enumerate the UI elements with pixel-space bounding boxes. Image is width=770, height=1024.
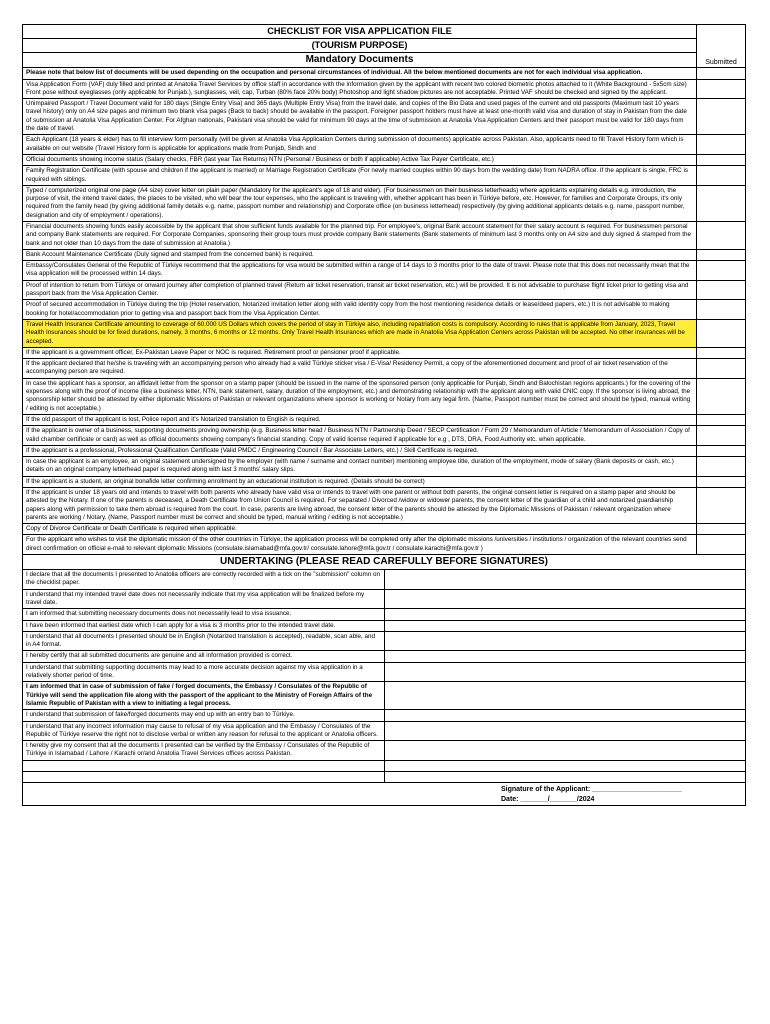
section-title: Mandatory Documents <box>23 53 697 68</box>
document-row <box>23 445 746 456</box>
document-row <box>23 99 746 135</box>
undertaking-row <box>23 682 746 710</box>
document-row <box>23 79 746 99</box>
submitted-checkbox-cell[interactable] <box>697 249 746 260</box>
undertaking-row <box>23 721 746 741</box>
undertaking-row <box>23 741 746 761</box>
signature-line[interactable]: Signature of the Applicant: _______________________ <box>501 785 682 793</box>
submitted-checkbox-cell[interactable] <box>697 359 746 379</box>
undertaking-statement: I hereby certify that all submitted documents are genuine and all information provided is correct. <box>23 651 385 662</box>
document-row <box>23 488 746 524</box>
undertaking-table <box>22 554 746 806</box>
submitted-checkbox-cell[interactable] <box>697 524 746 535</box>
undertaking-checkbox-cell[interactable] <box>384 570 746 590</box>
blank-checkbox-cell[interactable] <box>384 771 746 782</box>
blank-checkbox-cell[interactable] <box>384 760 746 771</box>
undertaking-checkbox-cell[interactable] <box>384 609 746 620</box>
document-requirement: Financial documents showing funds easily accessible by the applicant that show sufficient funds available for the planned trip. For employee's, original Bank account statement for their salary account is required. For businessmen personal and company Bank statements are required. For Corporate Companies, sponsoring their group tours must provide company Bank statements (Bank statements of minimum last 3 months only on A4 size and duly signed & stamped from the bank and not older than 10 days from the date of submission at Anatolia.) <box>23 221 697 249</box>
submitted-checkbox-cell[interactable] <box>697 135 746 155</box>
submitted-checkbox-cell[interactable] <box>697 535 746 555</box>
document-requirement: Typed / computerized original one page (A4 size) cover letter on plain paper (Mandatory for the applicant's age of 18 and elder). (For businessmen on their business letterheads) where applicants explaining details e.g. introduction, the purpose of visit, the intend travel dates, the places to be visited, who will bear the tour expenses, who the applicant is traveling with, whether applicant has been in Türkiye before, etc. However, for families and Corporate Groups, it's only required from the family head (by giving additional family details e.g. name, passport number and relationship) and Corporate office (on business letterhead) respectively (by giving additional applicants details e.g. name, passport number, designation and city of employment / operations). <box>23 185 697 221</box>
document-requirement: Embassy/Consulates General of the Republic of Türkiye recommend that the applications for visa would be submitted within a range of 14 days to 3 months prior to the date of travel. Please note that this does not necessarily mean that the visa application will be processed within 14 days. <box>23 261 697 281</box>
submitted-checkbox-cell[interactable] <box>697 154 746 165</box>
submitted-checkbox-cell[interactable] <box>697 185 746 221</box>
signature-block <box>23 782 746 805</box>
submitted-checkbox-cell[interactable] <box>697 221 746 249</box>
undertaking-title: UNDERTAKING (PLEASE READ CAREFULLY BEFORE SIGNATURES) <box>23 555 746 570</box>
undertaking-checkbox-cell[interactable] <box>384 721 746 741</box>
undertaking-statement: I am informed that in case of submission of fake / forged documents, the Embassy / Consulates of the Republic of Türkiye will send the application file along with the passport of the applicant to the Ministry of Foreign Affairs of the Islamic Republic of Pakistan with a view to initiating a legal process. <box>23 682 385 710</box>
document-row <box>23 280 746 300</box>
submitted-checkbox-cell[interactable] <box>697 166 746 186</box>
document-requirement: If the applicant is under 18 years old and intends to travel with both parents who already have valid visa or intends to travel with one parent or without both parents, the original consent letter is required on a stamp paper and should be attested by the Notary. If one of the parents is deceased, a Death Certificate from Union Council is required. For separated / Divorced /widow or widower parents, the consent letter of the guardian of a child and notarized guardianship papers along with permission to take them abroad is required from the court. In case, parents are living abroad, the consent letter of the parents should be attested by the Diplomatic Missions of Pakistan / relevant organization where parents are working / Notary. (Name, Passport number must be correct and should be typed, manual writing / editing is not acceptable.) <box>23 488 697 524</box>
undertaking-statement: I understand that my intended travel date does not necessarily indicate that my visa application will be finalized before my travel date. <box>23 589 385 609</box>
document-row <box>23 426 746 446</box>
document-row <box>23 476 746 487</box>
undertaking-row <box>23 631 746 651</box>
undertaking-checkbox-cell[interactable] <box>384 682 746 710</box>
document-requirement: Visa Application Form (VAF) duly filled and printed at Anatolia Travel Services by office staff in accordance with the information given by the applicant with recent two colored biometric photos attached to it (White Background - 5x5cm size) Front pose without eyeglasses (only applicable for Punjab.), sunglasses, veil, cap, Turban (80% face 20% body) Photoshop and light shadow pictures are not acceptable. Printed VAF should be checked and signed by the applicant. <box>23 79 697 99</box>
document-requirement: Each Applicant (18 years & elder) has to fill interview form personally (will be given at Anatolia Visa Application Centers during submission of documents) applicable across Pakistan. Also, applicants need to fill Travel History form which is available on our website (Travel History form is applicable for applications made from Punjab, Sindh and <box>23 135 697 155</box>
submitted-checkbox-cell[interactable] <box>697 488 746 524</box>
document-row <box>23 319 746 347</box>
undertaking-checkbox-cell[interactable] <box>384 662 746 682</box>
submitted-checkbox-cell[interactable] <box>697 457 746 477</box>
undertaking-statement: I have been informed that earliest date which I can apply for a visa is 3 months prior to the intended travel date. <box>23 620 385 631</box>
undertaking-row <box>23 662 746 682</box>
document-requirement: If the applicant is a government officer, Ex-Pakistan Leave Paper or NOC is required. Retirement proof or pensioner proof if applicable. <box>23 347 697 358</box>
submitted-label: Submitted <box>705 59 737 66</box>
submitted-checkbox-cell[interactable] <box>697 426 746 446</box>
document-row <box>23 249 746 260</box>
undertaking-checkbox-cell[interactable] <box>384 651 746 662</box>
undertaking-checkbox-cell[interactable] <box>384 710 746 721</box>
submitted-checkbox-cell[interactable] <box>697 347 746 358</box>
submitted-checkbox-cell[interactable] <box>697 378 746 414</box>
blank-row <box>23 760 385 771</box>
undertaking-checkbox-cell[interactable] <box>384 620 746 631</box>
page-title: CHECKLIST FOR VISA APPLICATION FILE <box>23 25 697 39</box>
undertaking-statement: I understand that submission of fake/forged documents may end up with an entry ban to Türkiye. <box>23 710 385 721</box>
document-requirement: If the applicant is a student, an original bonafide letter confirming enrollment by an educational institution is required. (Details should be correct) <box>23 476 697 487</box>
submitted-checkbox-cell[interactable] <box>697 414 746 425</box>
submitted-checkbox-cell[interactable] <box>697 79 746 99</box>
undertaking-checkbox-cell[interactable] <box>384 589 746 609</box>
document-requirement: If the applicant is owner of a business, supporting documents proving ownership (e.g. Business letter head / Business NTN / Partnership Deed / SECP Certification / Form 29 / Memorandum of Article / Memorandum of Association / Copy of valid chamber certificate or card) as well as official documents showing company's financial standing. Copy of valid license required if applicable for e.g , DTS, DRA, Food Authority etc. when applicable. <box>23 426 697 446</box>
document-requirement: Travel Health Insurance Certificate amounting to coverage of 60.000 US Dollars which covers the period of stay in Türkiye also, including repatriation costs is compulsory. According to rules that is applicable from January, 2023, Travel Health Insurances should be for fixed durations, namely, 3 months, 6 months or 12 months. Only Travel Health Insurances which are made in Anatolia Visa Application Centers across Pakistan will be accepted. No other insurances will be accepted. <box>23 319 697 347</box>
checklist-sheet <box>22 24 746 806</box>
document-row <box>23 347 746 358</box>
document-row <box>23 221 746 249</box>
document-row <box>23 359 746 379</box>
submitted-checkbox-cell[interactable] <box>697 280 746 300</box>
submitted-checkbox-cell[interactable] <box>697 99 746 135</box>
document-requirement: Copy of Divorce Certificate or Death Certificate is required when applicable. <box>23 524 697 535</box>
document-requirement: Official documents showing income status (Salary checks, FBR (last year Tax Returns) NTN (Personal / Business or both if applicable) Active Tax Payer Certificate, etc.) <box>23 154 697 165</box>
undertaking-statement: I understand that all documents I presented should be in English (Notarized translation is accepted), readable, scan able, and in A4 format. <box>23 631 385 651</box>
undertaking-statement: I understand that any incorrect information may cause to refusal of my visa application and the Embassy / Consulates of the Republic of Türkiye reserve the right not to disclose verbal or written any reason for refusal to the applicant or Anatolia officers. <box>23 721 385 741</box>
submitted-spacer <box>697 68 746 79</box>
document-requirement: For the applicant who wishes to visit the diplomatic mission of the other countries in Türkiye, the application process will be completed only after the diplomatic missions /universities / institutions / organization of the relevant countries send direct confirmation on official e-mail to relevant diplomatic Missions (consulate.islamabad@mfa.gov.tr/ consulate.lahore@mfa.gov.tr / consulate.karachi@mfa.gov.tr ) <box>23 535 697 555</box>
undertaking-statement: I hereby give my consent that all the documents I presented can be verified by the Embassy / Consulates of the Republic of Türkiye in Islamabad / Lahore / Karachi or/and Anatolia Travel Services offices across Pakistan. <box>23 741 385 761</box>
documents-table <box>22 67 746 555</box>
document-requirement: Unimpaired Passport / Travel Document valid for 180 days (Single Entry Visa) and 365 days (Multiple Entry Visa) from the travel date, and copies of the Bio Data and used pages of the current and old passports (Maximum last 10 years travel history) only on A4 size pages and minimum two blank visa pages (Back to back) should be available in the passport. Foreigner passport holders must have at least one-month valid visa and duration of stay in Pakistan from the date of submission at Anatolia Visa Application Center. For Afghan nationals, Pakistani visa should be valid for minimum 90 days at the time of submission at Anatolia Visa Application Centers and their passport must be valid for 180 days from the date of travel. <box>23 99 697 135</box>
document-row <box>23 524 746 535</box>
undertaking-row <box>23 651 746 662</box>
document-requirement: Proof of intention to return from Türkiye or onward journey after completion of planned travel (Return air ticket reservation, transit air ticket reservation, etc.) will be provided. It is not advisable to purchase flight ticket prior to getting visa and passport back from the Visa Application Center. <box>23 280 697 300</box>
undertaking-row <box>23 620 746 631</box>
document-requirement: In case the applicant has a sponsor, an affidavit letter from the sponsor on a stamp paper (should be issued in the name of the sponsored person (only applicable for Punjab, Sindh and Balochistan regions applicants.) for the covering of the expenses along with the proof of income (like a business letter, NTN, bank statement, salary, duration of the employment, etc.) and demonstrating relationship with the applicant along with valid CNIC copy. If the sponsor is living abroad, the sponsorship letter should be attested by either diplomatic Missions of Pakistan or relevant organizations where sponsor is working or Notary from any legal firm. (Name, Passport number must be correct and should be typed, manual writing / editing is not acceptable.) <box>23 378 697 414</box>
date-line[interactable]: Date: _______/_______/2024 <box>501 795 595 803</box>
document-requirement: Proof of secured accommodation in Türkiye during the trip (Hotel reservation, Notarized invitation letter along with valid identity copy from the host mentioning residence details or lease/deed papers, etc.) It is not advisable to making booking for hotel/accommodation prior to getting visa and passport back from the Visa Application Center. <box>23 300 697 320</box>
page-subtitle: (TOURISM PURPOSE) <box>23 39 697 53</box>
document-requirement: In case the applicant is an employee, an original statement undersigned by the employer (with name / surname and contact number) mentioning employee title, duration of the employment, mode of salary (Bank deposits or cash, etc.) details on an original company letterhead paper is required along with last 3 months' salary slips. <box>23 457 697 477</box>
submitted-checkbox-cell[interactable] <box>697 445 746 456</box>
document-row <box>23 135 746 155</box>
undertaking-checkbox-cell[interactable] <box>384 631 746 651</box>
checklist-table <box>22 24 746 68</box>
undertaking-row <box>23 589 746 609</box>
document-row <box>23 378 746 414</box>
undertaking-statement: I understand that submitting supporting documents may lead to a more accurate decision against my visa application in a relatively shorter period of time. <box>23 662 385 682</box>
document-row <box>23 154 746 165</box>
document-requirement: If the applicant is a professional, Professional Qualification Certificate (Valid PMDC / Engineering Council / Bar Associate Letters, etc.) / Skill Certificate is required. <box>23 445 697 456</box>
document-requirement: If the applicant declared that he/she is traveling with an accompanying person who already had a valid Türkiye sticker visa / E-Visa/ Residency Permit, a copy of the aforementioned document and proof of air ticket reservation of the accompanying person are required. <box>23 359 697 379</box>
document-row <box>23 185 746 221</box>
document-requirement: Family Registration Certificate (with spouse and children if the applicant is married) or Marriage Registration Certificate (For newly married couples within 90 days from the wedding date) from NADRA office. If the applicant is single, FRC is required with siblings. <box>23 166 697 186</box>
undertaking-statement: I am informed that submitting necessary documents does not necessarily lead to visa issuance. <box>23 609 385 620</box>
document-row <box>23 166 746 186</box>
submitted-checkbox-cell[interactable] <box>697 319 746 347</box>
undertaking-statement: I declare that all the documents I presented to Anatolia officers are correctly recorded with a tick on the "submission" column on the checklist paper. <box>23 570 385 590</box>
submitted-header-cell <box>697 25 746 68</box>
undertaking-row <box>23 570 746 590</box>
intro-note: Please note that below list of documents will be used depending on the occupation and personal circumstances of individual. All the below mentioned documents are not for each individual visa application. <box>23 68 697 79</box>
document-row <box>23 414 746 425</box>
submitted-checkbox-cell[interactable] <box>697 476 746 487</box>
document-requirement: If the old passport of the applicant is lost, Police report and it's Notarized translation to English is required. <box>23 414 697 425</box>
undertaking-row <box>23 710 746 721</box>
document-row <box>23 457 746 477</box>
document-row <box>23 535 746 555</box>
submitted-checkbox-cell[interactable] <box>697 261 746 281</box>
document-row <box>23 261 746 281</box>
document-row <box>23 300 746 320</box>
document-requirement: Bank Account Maintenance Certificate (Duly signed and stamped from the concerned bank) is required. <box>23 249 697 260</box>
undertaking-checkbox-cell[interactable] <box>384 741 746 761</box>
undertaking-row <box>23 609 746 620</box>
blank-row <box>23 771 385 782</box>
submitted-checkbox-cell[interactable] <box>697 300 746 320</box>
